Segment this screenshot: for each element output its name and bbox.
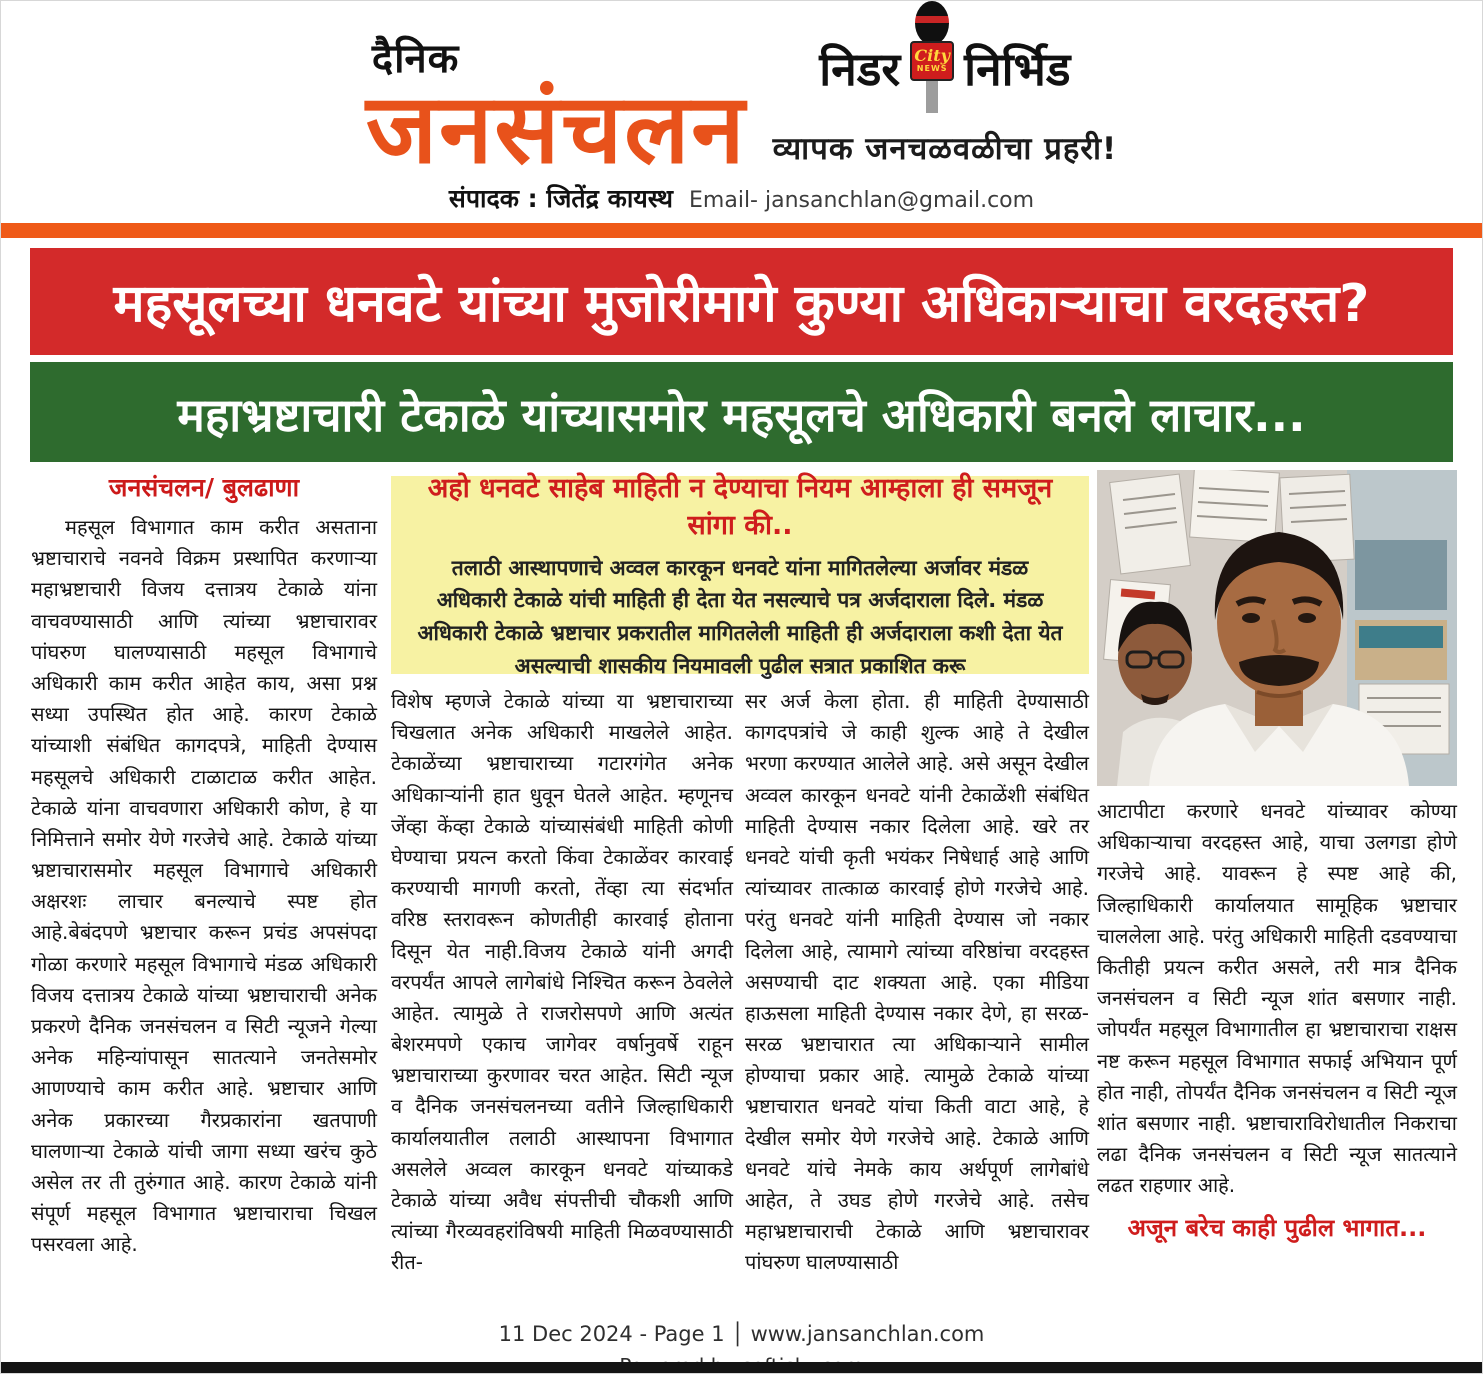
article-column-3-text: सर अर्ज केला होता. ही माहिती देण्यासाठी कागदपत्रांचे जे काही शुल्क आहे ते देखील भरणा करण्यात आलेले आहे. असे असून देखील अव्वल कारकून धनवटे यांनी टेकाळेंशी संबंधित माहिती देण्यास नकार दिलेला आहे. खरे तर धनवटे यांची कृती भयंकर निषेधार्ह आहे आणि त्यांच्यावर तात्काळ कारवाई होणे गरजेचे आहे. परंतु धनवटे यांनी माहिती देण्यास जो नकार दिलेला आहे, त्यामागे त्यांच्या वरिष्ठांचा वरदहस्त असण्याची दाट शक्यता आहे. एका मीडिया हाऊसला माहिती देण्यास नकार देणे, हा सरळ-सरळ भ्रष्टाचारात त्या अधिकाऱ्याने सामील होण्याचा प्रकार आहे. त्यामुळे टेकाळे यांच्या भ्रष्टाचारात धनवटे यांचा किती वाटा आहे, हे देखील समोर येणे गरजेचे आहे. टेकाळे आणि धनवटे यांचे नेमके काय अर्थपूर्ण लागेबांधे आहेत, ते उघड होणे गरजेचे आहे. तसेच महाभ्रष्टाचाराची टेकाळे आणि भ्रष्टाचारावर पांघरुण घालण्यासाठी [745, 689, 1089, 1275]
microphone-stem [926, 79, 938, 113]
slogan-nidar: निडर [819, 42, 901, 96]
highlight-box [391, 472, 1089, 678]
headline-green-text: महाभ्रष्टाचारी टेकाळे यांच्यासमोर महसूलचे अधिकारी बनले लाचार... [177, 388, 1306, 442]
masthead [1, 1, 1482, 215]
microphone-head [915, 1, 949, 45]
article-body [29, 470, 1457, 1308]
byline: जनसंचलन/ बुलढाणा [108, 473, 300, 502]
article-column-2-text: विशेष म्हणजे टेकाळे यांच्या या भ्रष्टाचाराच्या चिखलात अनेक अधिकारी माखलेले आहेत. टेकाळेंच्या भ्रष्टाचाराच्या गटारगंगेत अनेक अधिकाऱ्यांनी हात धुवून घेतले आहेत. म्हणूनच जेंव्हा केंव्हा टेकाळे यांच्यासंबंधी माहिती कोणी घेण्याचा प्रयत्न करतो किंवा टेकाळेंवर कारवाई करण्याची मागणी करतो, तेंव्हा त्या संदर्भात वरिष्ठ स्तरावरून कोणतीही कारवाई होताना दिसून येत नाही.विजय टेकाळे यांनी अगदी वरपर्यंत आपले लागेबांधे निश्चित करून ठेवलेले आहेत. त्यामुळे ते राजरोसपणे आणि अत्यंत बेशरमपणे एकाच जागेवर वर्षानुवर्षे राहून भ्रष्टाचाराच्या कुरणावर चरत आहेत. सिटी न्यूज व दैनिक जनसंचलनच्या वतीने जिल्हाधिकारी कार्यालयातील तलाठी आस्थापना विभागात असलेले अव्वल कारकून धनवटे यांच्याकडे टेकाळे यांच्या अवैध संपत्तीची चौकशी आणि त्यांच्या गैरव्यवहरांविषयी माहिती मिळवण्यासाठी रीत- [391, 689, 733, 1275]
highlight-box-heading: अहो धनवटे साहेब माहिती न देण्याचा नियम आम्हाला ही समजून सांगा की.. [427, 472, 1053, 541]
city-news-badge-line1: City [914, 46, 950, 66]
logo-row [1, 13, 1482, 185]
bottom-black-bar [1, 1362, 1482, 1373]
article-column-4-text: आटापीटा करणारे धनवटे यांच्यावर कोण्या अधिकाऱ्याचा वरदहस्त आहे, याचा उलगडा होणे गरजेचे आहे. यावरून हे स्पष्ट आहे की, जिल्हाधिकारी कार्यालयात सामूहिक भ्रष्टाचार चाललेला आहे. परंतु अधिकारी माहिती दडवण्याचा कितीही प्रयत्न करीत असले, तरी मात्र दैनिक जनसंचलन व सिटी न्यूज शांत बसणार नाही. जोपर्यंत महसूल विभागातील हा भ्रष्टाचाराचा राक्षस नष्ट करून महसूल विभागात सफाई अभियान पूर्ण होत नाही, तोपर्यंत दैनिक जनसंचलन व सिटी न्यूज शांत बसणार नाही. भ्रष्टाचाराविरोधातील निकराचा लढा दैनिक जनसंचलन व सिटी न्यूज सातत्याने लढत राहणार आहे. [1097, 799, 1457, 1198]
orange-divider-bar [1, 223, 1482, 238]
closing-note: अजून बरेच काही पुढील भागात... [1127, 1214, 1427, 1243]
article-column-4 [1097, 796, 1457, 1244]
slogan-block [773, 13, 1118, 175]
article-column-1 [31, 470, 377, 1261]
microphone-icon [910, 1, 954, 113]
editor-email: Email- jansanchlan@gmail.com [689, 188, 1035, 213]
highlight-box-body: तलाठी आस्थापणाचे अव्वल कारकून धनवटे यांना मागितलेल्या अर्जावर मंडळ अधिकारी टेकाळे यांची माहिती ही देता येत नसल्याचे पत्र अर्जदाराला दिले. मंडळ अधिकारी टेकाळे भ्रष्टाचार प्रकरातील मागितलेली माहिती ही अर्जदाराला कशी देता येत असल्याची शासकीय नियमावली पुढील सत्रात प्रकाशित करू [417, 555, 1063, 678]
headline-red-text: महसूलच्या धनवटे यांच्या मुजोरीमागे कुण्या अधिकाऱ्याचा वरदहस्त? [113, 274, 1370, 334]
editor-name: संपादक : जितेंद्र कायस्थ [448, 184, 674, 213]
headline-red-banner [30, 248, 1453, 355]
tagline: व्यापक जनचळवळीचा प्रहरी! [772, 131, 1118, 167]
city-news-badge [910, 41, 954, 81]
footer-date-page-url: 11 Dec 2024 - Page 1 │ www.jansanchlan.com [498, 1322, 985, 1346]
fearless-row [819, 13, 1070, 125]
headline-green-banner [30, 362, 1453, 462]
politician-photo-illustration [1097, 470, 1457, 786]
politician-photo [1097, 470, 1457, 786]
article-column-1-text: महसूल विभागात काम करीत असताना भ्रष्टाचाराचे नवनवे विक्रम प्रस्थापित करणाऱ्या महाभ्रष्टाचारी विजय दत्तात्रय टेकाळे यांना वाचवण्यासाठी आणि त्यांच्या भ्रष्टाचारावर पांघरुण घालण्यासाठी महसूल विभागाचे अधिकारी काम करीत आहेत काय, असा प्रश्न सध्या उपस्थित होत आहे. कारण टेकाळे यांच्याशी संबंधित कागदपत्रे, माहिती देण्यास महसूलचे अधिकारी टाळाटाळ करीत आहेत. टेकाळे यांना वाचवणारा अधिकारी कोण, हे या निमित्ताने समोर येणे गरजेचे आहे. टेकाळे यांच्या भ्रष्टाचारासमोर महसूल विभागाचे अधिकारी अक्षरशः लाचार बनल्याचे स्पष्ट होत आहे.बेबंदपणे भ्रष्टाचार करून प्रचंड अपसंपदा गोळा करणारे महसूल विभागाचे मंडळ अधिकारी विजय दत्तात्रय टेकाळे यांच्या भ्रष्टाचाराची अनेक प्रकरणे दैनिक जनसंचलन व सिटी न्यूजने गेल्या अनेक महिन्यांपासून सातत्याने जनतेसमोर आणण्याचे काम करीत आहे. भ्रष्टाचार आणि अनेक प्रकारच्या गैरप्रकारांना खतपाणी घालणाऱ्या टेकाळे यांची जागा सध्या खरंच कुठे असेल तर ती तुरुंगात आहे. कारण टेकाळे यांनी संपूर्ण महसूल विभागात भ्रष्टाचाराचा चिखल पसरवला आहे. [31, 515, 377, 1257]
city-news-badge-line2: NEWS [916, 64, 948, 74]
daily-label: दैनिक [371, 35, 460, 82]
editor-row [1, 181, 1482, 215]
paper-name: जनसंचलन [365, 72, 747, 185]
logo-block [365, 29, 747, 185]
slogan-nirbhid: निर्भिड [964, 42, 1071, 96]
